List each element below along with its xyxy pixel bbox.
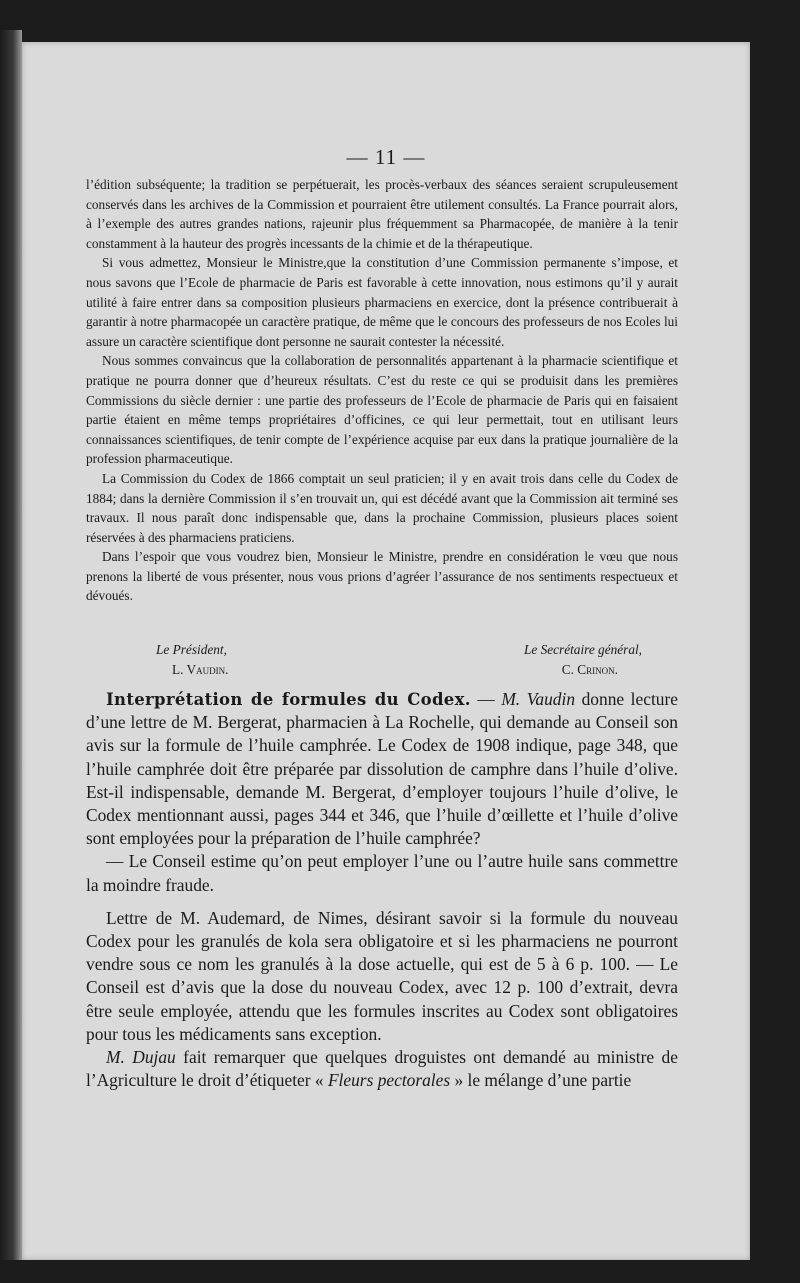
secretary-title: Le Secrétaire général, — [523, 642, 642, 657]
section-paragraph-4-text-b: » le mélange d’une partie — [450, 1070, 632, 1091]
speaker-vaudin: M. Vaudin — [501, 689, 576, 709]
title-dash: — — [470, 689, 502, 709]
signature-block — [86, 640, 678, 679]
page-number: — 11 — — [346, 145, 426, 169]
president-title: Le Président, — [156, 642, 227, 657]
letter-body — [86, 175, 678, 606]
letter-paragraph-1: l’édition subséquente; la tradition se perpétuerait, les procès-verbaux des séances seraient scrupuleusement conservés dans les archives de la Commission et pourraient être utilement consultés. La France pourrait alors, à l’exemple des autres grandes nations, rajeunir plus fréquemment sa Pharmacopée, de manière à la tenir constamment à la hauteur des progrès incessants de la chimie et de la thérapeutique. — [86, 177, 678, 251]
section-paragraph-3: Lettre de M. Audemard, de Nimes, désirant savoir si la formule du nouveau Codex pour les granulés de kola sera obligatoire et si les pharmaciens ne pourront vendre sous ce nom les granulés à la dose actuelle, qui est de 5 à 6 p. 100. — Le Conseil est d’avis que la dose du nouveau Codex, avec 12 p. 100 d’extrait, devra être seule employée, attendu que les formules inscrites au Codex sont obligatoires pour tous les médicaments sans exception. — [86, 907, 678, 1044]
section-paragraph-4-text-a: fait remarquer que quelques droguistes ont demandé au ministre de l’Agriculture le droit d’étiqueter « — [86, 1047, 678, 1091]
speaker-dujau: M. Dujau — [106, 1047, 176, 1068]
section-paragraph-1 — [86, 688, 678, 850]
section-paragraph-4 — [86, 1046, 678, 1092]
section-paragraph-1-text: donne lecture d’une lettre de M. Bergerat, pharmacien à La Rochelle, qui demande au Conseil son avis sur la formule de l’huile camphrée. Le Codex de 1908 indique, page 348, que l’huile camphrée doit être préparée par dissolution de camphre dans l’huile d’olive. Est-il indispensable, demande M. Bergerat, d’employer toujours l’huile d’olive, le Codex mentionnant aussi, pages 344 et 346, que l’huile d’œillette et l’huile d’olive sont employées pour la préparation de l’huile camphrée? — [86, 689, 678, 849]
letter-paragraph-2: Si vous admettez, Monsieur le Ministre,que la constitution d’une Commission permanente s’impose, et nous savons que l’Ecole de pharmacie de Paris est favorable à cette innovation, nous estimons qu’il y aurait utilité à faire entrer dans sa composition plusieurs pharmaciens en exercice, dont la présence contribuerait à garantir à notre pharmacopée un caractère pratique, de même que le concours des professeurs de nos Ecoles lui assure un caractère scientifique dont personne ne saurait contester la nécessité. — [86, 255, 678, 349]
section-body — [86, 688, 678, 1092]
scan-edge — [0, 30, 22, 1260]
letter-paragraph-3: Nous sommes convaincus que la collaboration de personnalités appartenant à la pharmacie scientifique et pratique ne pourra donner que d’heureux résultats. C’est du reste ce qui se produisit dans les premières Commissions du siècle dernier : une partie des professeurs de l’Ecole de pharmacie de Paris qui en faisaient partie étaient en même temps propriétaires d’officines, ce qui leur permettait, tout en utilisant leurs connaissances scientifiques, de tenir compte de l’expérience acquise par eux dans la pratique journalière de la profession pharmaceutique. — [86, 353, 678, 467]
president-name: L. Vaudin. — [172, 661, 229, 677]
fleurs-pectorales: Fleurs pectorales — [327, 1070, 451, 1091]
letter-paragraph-5: Dans l’espoir que vous voudrez bien, Monsieur le Ministre, prendre en considération le vœu que nous prenons la liberté de vous présenter, nous vous prions d’agréer l’assurance de nos sentiments respectueux et dévoués. — [86, 549, 678, 604]
section-paragraph-2: — Le Conseil estime qu’on peut employer l’une ou l’autre huile sans commettre la moindre fraude. — [86, 851, 678, 895]
section-title: Interprétation de formules du Codex. — [106, 690, 471, 709]
letter-paragraph-4: La Commission du Codex de 1866 comptait un seul praticien; il y en avait trois dans celle du Codex de 1884; dans la dernière Commission il s’en trouvait un, qui est décédé avant que la Commission ait terminé ses travaux. Il nous paraît donc indispensable que, dans la prochaine Commission, plusieurs places soient réservées à des pharmaciens praticiens. — [86, 470, 678, 545]
document-page — [22, 42, 750, 1260]
secretary-name: C. Crinon. — [561, 661, 618, 677]
